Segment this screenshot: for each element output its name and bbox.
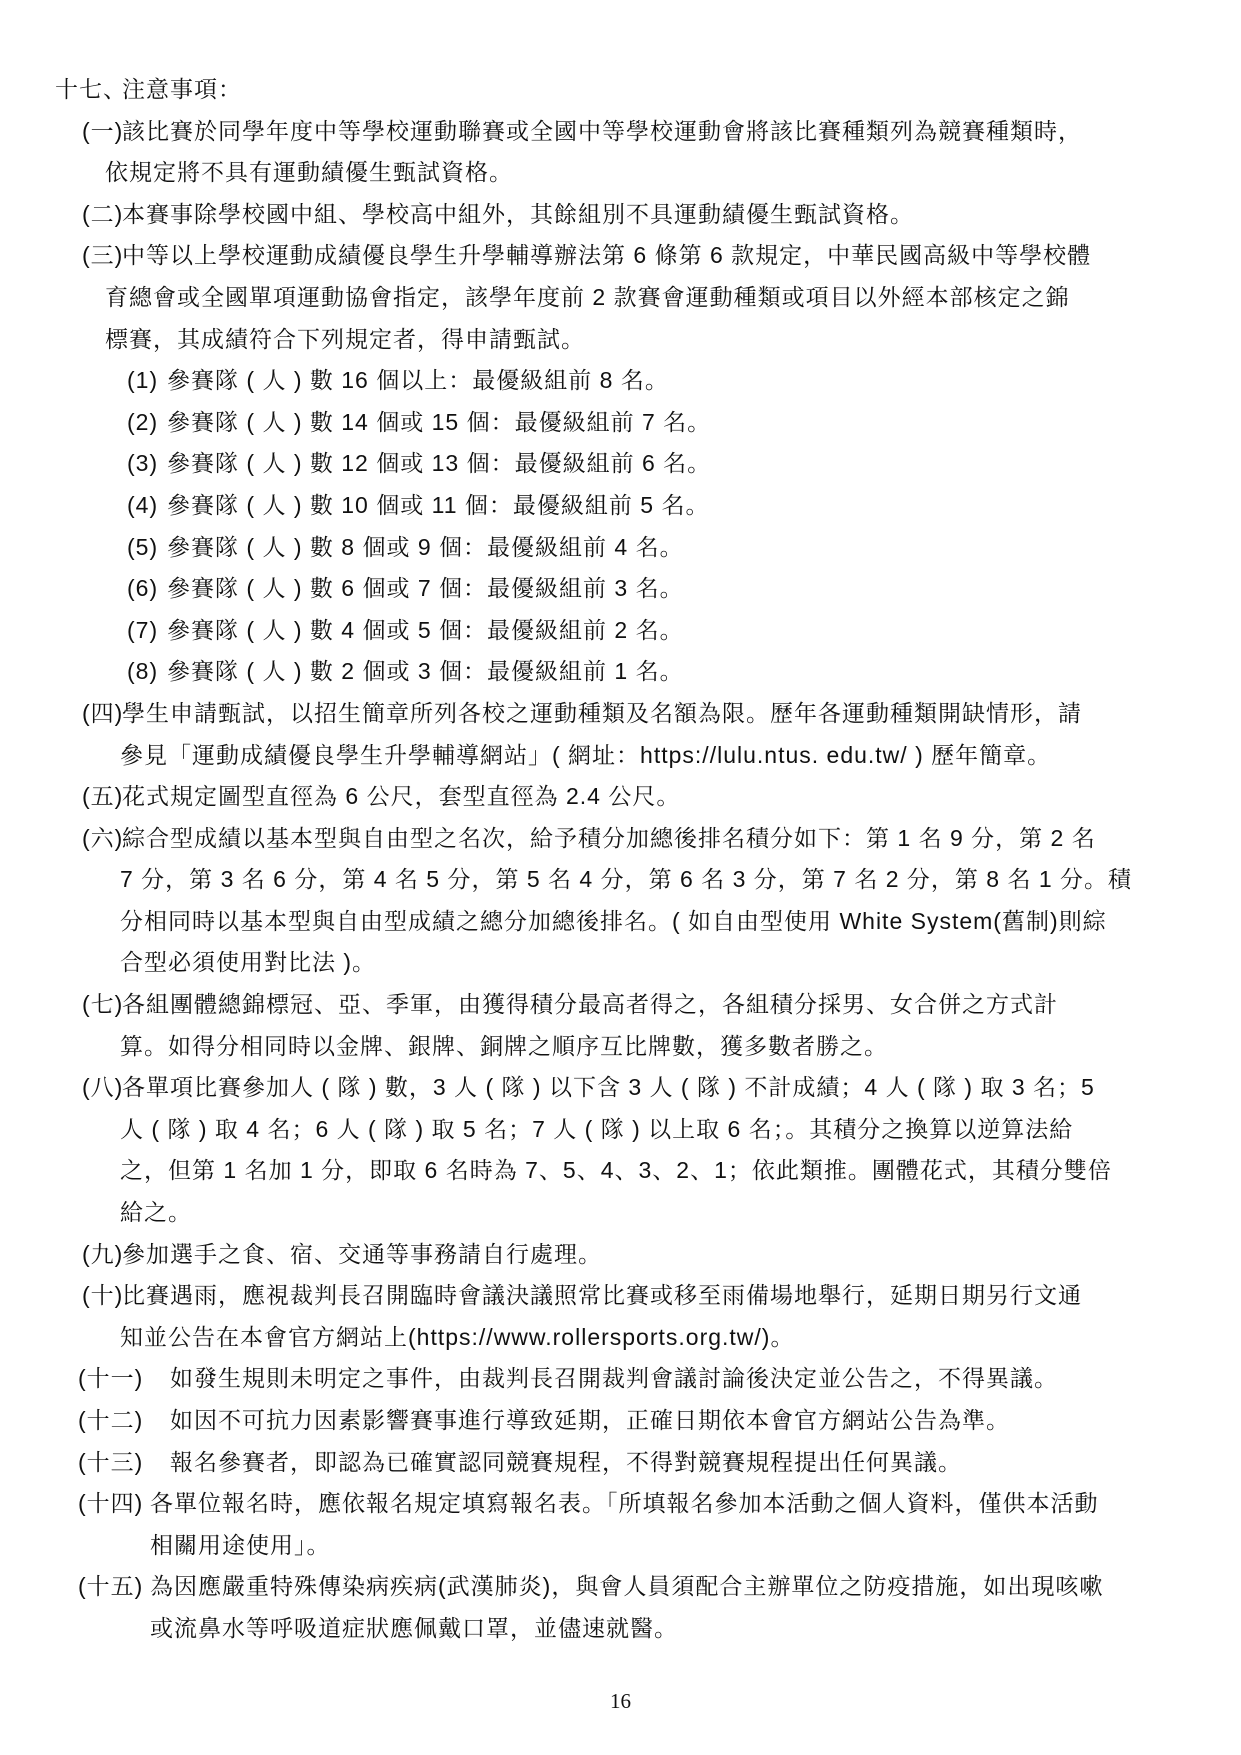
item-text-continuation: 依規定將不具有運動績優生甄試資格。 bbox=[105, 159, 513, 186]
section-heading bbox=[0, 69, 1241, 111]
item-text: 參賽隊 ( 人 ) 數 16 個以上：最優級組前 8 名。 bbox=[167, 367, 669, 394]
item-marker: (8) bbox=[127, 658, 159, 685]
list-item bbox=[0, 194, 1241, 236]
item-text: 學生申請甄試，以招生簡章所列各校之運動種類及名額為限。歷年各運動種類開缺情形，請 bbox=[122, 699, 1082, 726]
item-text: 綜合型成績以基本型與自由型之名次，給予積分加總後排名積分如下：第 1 名 9 分，第 2 名 bbox=[122, 824, 1096, 851]
list-item bbox=[0, 818, 1241, 860]
item-text: 參賽隊 ( 人 ) 數 2 個或 3 個：最優級組前 1 名。 bbox=[167, 658, 684, 685]
item-marker: (八) bbox=[82, 1074, 124, 1101]
item-marker: (十) bbox=[82, 1282, 124, 1309]
item-text: 報名參賽者，即認為已確實認同競賽規程，不得對競賽規程提出任何異議。 bbox=[170, 1448, 962, 1475]
page-number: 16 bbox=[610, 1689, 631, 1713]
item-marker: (九) bbox=[82, 1240, 124, 1267]
list-item bbox=[0, 485, 1241, 527]
item-marker: (五) bbox=[82, 783, 124, 810]
item-marker: (四) bbox=[82, 699, 124, 726]
item-marker: (六) bbox=[82, 824, 124, 851]
item-text-continuation: 相關用途使用」。 bbox=[150, 1531, 331, 1558]
list-item bbox=[0, 402, 1241, 444]
item-text-continuation: 分相同時以基本型與自由型成績之總分加總後排名。( 如自由型使用 White System(舊制)則綜 bbox=[120, 907, 1107, 934]
list-item bbox=[0, 1400, 1241, 1442]
item-marker: (5) bbox=[127, 533, 159, 560]
item-marker: (1) bbox=[127, 367, 159, 394]
item-marker: (十三) bbox=[78, 1448, 144, 1475]
item-text-continuation: 算。如得分相同時以金牌、銀牌、銅牌之順序互比牌數，獲多數者勝之。 bbox=[120, 1032, 888, 1059]
item-text-continuation: 或流鼻水等呼吸道症狀應佩戴口罩，並儘速就醫。 bbox=[150, 1614, 678, 1641]
item-marker: (十一) bbox=[78, 1365, 144, 1392]
item-marker: (2) bbox=[127, 408, 159, 435]
item-text-continuation: 人 ( 隊 ) 取 4 名；6 人 ( 隊 ) 取 5 名；7 人 ( 隊 ) 以上取 6 名；。其積分之換算以逆算法給 bbox=[120, 1115, 1074, 1142]
list-item bbox=[0, 568, 1241, 610]
item-text: 該比賽於同學年度中等學校運動聯賽或全國中等學校運動會將該比賽種類列為競賽種類時， bbox=[122, 117, 1082, 144]
item-marker: (二) bbox=[82, 200, 124, 227]
item-marker: (3) bbox=[127, 450, 159, 477]
list-item bbox=[0, 693, 1241, 735]
item-text-continuation: 給之。 bbox=[120, 1199, 192, 1226]
item-text: 參加選手之食、宿、交通等事務請自行處理。 bbox=[122, 1240, 602, 1267]
item-text: 各單位報名時，應依報名規定填寫報名表。「所填報名參加本活動之個人資料，僅供本活動 bbox=[150, 1490, 1099, 1517]
item-text: 如因不可抗力因素影響賽事進行導致延期，正確日期依本會官方網站公告為準。 bbox=[170, 1407, 1010, 1433]
item-text-continuation: 合型必須使用對比法 )。 bbox=[120, 949, 377, 976]
list-item bbox=[0, 651, 1241, 693]
item-text: 參賽隊 ( 人 ) 數 6 個或 7 個：最優級組前 3 名。 bbox=[167, 575, 684, 602]
item-text: 如發生規則未明定之事件，由裁判長召開裁判會議討論後決定並公告之，不得異議。 bbox=[170, 1365, 1058, 1392]
item-text: 花式規定圖型直徑為 6 公尺，套型直徑為 2.4 公尺。 bbox=[122, 783, 681, 810]
item-text-continuation: 標賽，其成績符合下列規定者，得申請甄試。 bbox=[105, 325, 585, 352]
item-marker: (6) bbox=[127, 575, 159, 602]
list-item bbox=[0, 1234, 1241, 1276]
item-text: 參賽隊 ( 人 ) 數 8 個或 9 個：最優級組前 4 名。 bbox=[167, 533, 684, 560]
item-marker: (十五) bbox=[78, 1573, 144, 1600]
item-text: 中等以上學校運動成績優良學生升學輔導辦法第 6 條第 6 款規定，中華民國高級中等學校體 bbox=[122, 242, 1092, 269]
list-item bbox=[0, 1275, 1241, 1317]
item-text-continuation: 參見「運動成績優良學生升學輔導網站」( 網址：https://lulu.ntus. edu.tw/ ) 歷年簡章。 bbox=[120, 741, 1052, 768]
item-marker: (十二) bbox=[78, 1407, 144, 1433]
item-text: 參賽隊 ( 人 ) 數 12 個或 13 個：最優級組前 6 名。 bbox=[167, 450, 712, 477]
item-text-continuation: 育總會或全國單項運動協會指定，該學年度前 2 款賽會運動種類或項目以外經本部核定之錦 bbox=[105, 283, 1070, 310]
list-item bbox=[0, 527, 1241, 569]
section-number: 十七、 bbox=[55, 76, 127, 102]
list-item bbox=[0, 443, 1241, 485]
item-marker: (7) bbox=[127, 616, 159, 643]
list-item bbox=[0, 360, 1241, 402]
item-text-continuation: 7 分，第 3 名 6 分，第 4 名 5 分，第 5 名 4 分，第 6 名 3 分，第 7 名 2 分，第 8 名 1 分。積 bbox=[120, 866, 1133, 893]
notes-list bbox=[0, 111, 1241, 1650]
list-item bbox=[0, 235, 1241, 277]
item-text: 各單項比賽參加人 ( 隊 ) 數，3 人 ( 隊 ) 以下含 3 人 ( 隊 ) 不計成績；4 人 ( 隊 ) 取 3 名；5 bbox=[122, 1074, 1095, 1101]
item-text: 為因應嚴重特殊傳染病疾病(武漢肺炎)，與會人員須配合主辦單位之防疫措施，如出現咳嗽 bbox=[150, 1573, 1104, 1600]
item-text-continuation: 知並公告在本會官方網站上(https://www.rollersports.org.tw/)。 bbox=[120, 1323, 795, 1350]
section-title: 注意事項： bbox=[122, 76, 242, 102]
list-item bbox=[0, 1442, 1241, 1484]
item-text-continuation: 之，但第 1 名加 1 分，即取 6 名時為 7、5、4、3、2、1；依此類推。團體花式，其積分雙倍 bbox=[120, 1157, 1112, 1184]
item-text: 比賽遇雨，應視裁判長召開臨時會議決議照常比賽或移至雨備場地舉行，延期日期另行文通 bbox=[122, 1282, 1082, 1309]
item-text: 參賽隊 ( 人 ) 數 4 個或 5 個：最優級組前 2 名。 bbox=[167, 616, 684, 643]
item-marker: (十四) bbox=[78, 1490, 144, 1517]
item-text: 各組團體總錦標冠、亞、季軍，由獲得積分最高者得之，各組積分採男、女合併之方式計 bbox=[122, 991, 1058, 1018]
list-item bbox=[0, 1067, 1241, 1109]
list-item bbox=[0, 1358, 1241, 1400]
item-text: 參賽隊 ( 人 ) 數 10 個或 11 個：最優級組前 5 名。 bbox=[167, 491, 710, 518]
item-text: 本賽事除學校國中組、學校高中組外，其餘組別不具運動績優生甄試資格。 bbox=[122, 200, 914, 227]
item-marker: (七) bbox=[82, 991, 124, 1018]
list-item bbox=[0, 1483, 1241, 1525]
item-marker: (三) bbox=[82, 242, 124, 269]
list-item bbox=[0, 776, 1241, 818]
list-item bbox=[0, 111, 1241, 153]
item-marker: (一) bbox=[82, 117, 124, 144]
item-marker: (4) bbox=[127, 491, 159, 518]
list-item bbox=[0, 1566, 1241, 1608]
list-item bbox=[0, 984, 1241, 1026]
item-text: 參賽隊 ( 人 ) 數 14 個或 15 個：最優級組前 7 名。 bbox=[167, 408, 712, 435]
list-item bbox=[0, 610, 1241, 652]
